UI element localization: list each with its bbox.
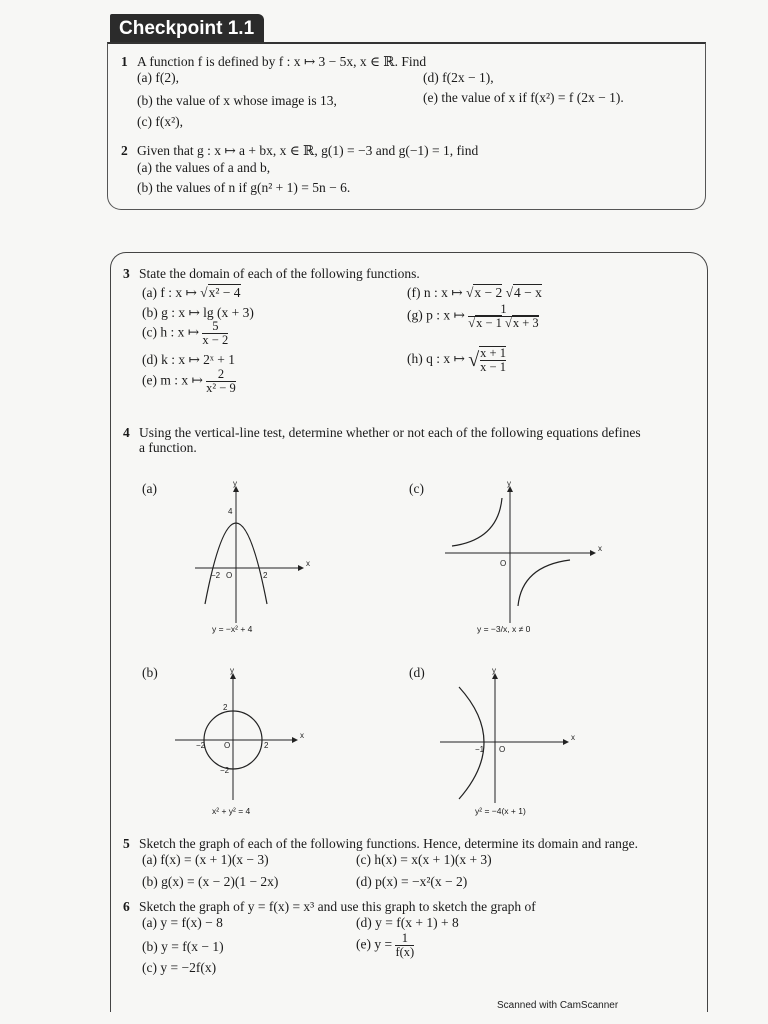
q2-stem: Given that g : x ↦ a + bx, x ∈ ℝ, g(1) = −3 and g(−1) = 1, find [137, 143, 479, 158]
q3-f-radicand-1: x − 2 [474, 285, 503, 300]
q3-number: 3 [123, 266, 130, 281]
graph-b-tick-top: 2 [223, 703, 228, 712]
q4-label-c: (c) [409, 481, 424, 496]
q4-stem-line-1: Using the vertical-line test, determine whether or not each of the following equations defines [139, 425, 641, 440]
q3-h-numerator: x + 1 [480, 346, 506, 360]
graph-c-curve-right [518, 560, 570, 606]
graph-a-tick-2: 2 [263, 571, 268, 580]
graph-c-hyperbola [440, 478, 610, 626]
graph-d-sideways-parabola [435, 665, 585, 805]
graph-a-origin: O [226, 571, 233, 580]
graph-d-x-arrow [563, 739, 569, 745]
q3-a-radicand: x² − 4 [208, 285, 241, 300]
q3-g-den-radicand-2: x + 3 [512, 316, 539, 330]
q6-number: 6 [123, 899, 130, 914]
graph-c-origin: O [500, 559, 507, 568]
q3-c-denominator: x − 2 [202, 333, 229, 347]
graph-a-x-arrow [298, 565, 304, 571]
q4-label-d: (d) [409, 665, 425, 680]
graph-b-tick-2: 2 [264, 741, 269, 750]
q6-part-c: (c) y = −2f(x) [142, 960, 217, 975]
graph-b-x-arrow [292, 737, 298, 743]
q3-g-numerator: 1 [500, 302, 507, 316]
q2-part-b: (b) the values of n if g(n² + 1) = 5n − 6. [137, 180, 351, 195]
graph-c-curve-left [452, 498, 502, 546]
q3-part-h: (h) q : x ↦ √ $\frac{x + 1}{x - 1}$ [407, 346, 506, 374]
graph-b-tick-bottom: −2 [220, 766, 230, 775]
graph-d-caption: y² = −4(x + 1) [475, 806, 526, 816]
q3-h-fraction [479, 346, 506, 374]
q3-part-a: (a) f : x ↦ √x² − 4 [142, 285, 241, 300]
graph-b-tick-neg2: −2 [196, 741, 206, 750]
q1-part-c: (c) f(x²), [137, 114, 184, 129]
q3-g-den-radicand-1: x − 1 [476, 316, 502, 330]
q1-part-b: (b) the value of x whose image is 13, [137, 93, 337, 108]
q1-part-d: (d) f(2x − 1), [423, 70, 494, 85]
q3-e-fraction [206, 368, 236, 395]
q1-number: 1 [121, 54, 128, 69]
q6-e-prefix: (e) y = [356, 936, 396, 952]
graph-a-tick-4: 4 [228, 507, 233, 516]
q3-h-denominator: x − 1 [480, 360, 506, 374]
q2-part-a: (a) the values of a and b, [137, 160, 271, 175]
q3-part-e [142, 368, 236, 395]
graph-a-tick-neg2: −2 [211, 571, 221, 580]
q3-f-radicand-2: 4 − x [514, 285, 542, 300]
q6-e-denominator: f(x) [395, 945, 415, 959]
q6-e-numerator: 1 [401, 931, 408, 945]
q3-g-fraction: $\frac{1}{√x - 1 √x + 3}$ [468, 302, 539, 330]
q6-part-b: (b) y = f(x − 1) [142, 939, 224, 954]
graph-d-curve [459, 687, 484, 799]
graph-d-y-label: y [492, 666, 496, 675]
graph-d-origin: O [499, 745, 506, 754]
q3-h-prefix: (h) q : x ↦ [407, 351, 469, 367]
q3-e-denominator: x² − 9 [206, 381, 236, 395]
q3-f-prefix: (f) n : x ↦ [407, 285, 466, 300]
q3-part-f: (f) n : x ↦ √x − 2 √4 − x [407, 285, 542, 300]
graph-a-x-label: x [306, 559, 310, 568]
q3-part-c [142, 320, 228, 347]
graph-a-parabola [190, 478, 310, 628]
q3-e-prefix: (e) m : x ↦ [142, 372, 207, 388]
q3-c-numerator: 5 [212, 319, 219, 333]
graph-b-y-label: y [230, 666, 234, 675]
q1-part-e: (e) the value of x if f(x²) = f (2x − 1). [423, 90, 624, 105]
q2-number: 2 [121, 143, 128, 158]
q6-e-fraction [395, 932, 414, 959]
graph-c-caption: y = −3/x, x ≠ 0 [477, 624, 531, 634]
scanner-watermark: Scanned with CamScanner [497, 1000, 619, 1011]
q5-part-a: (a) f(x) = (x + 1)(x − 3) [142, 852, 269, 867]
q3-c-fraction [202, 320, 228, 347]
graph-a-y-label: y [233, 479, 237, 488]
checkpoint-title: Checkpoint 1.1 [110, 14, 264, 44]
q3-stem: State the domain of each of the following functions. [139, 266, 420, 281]
graph-d-tick-neg1: −1 [475, 745, 485, 754]
q3-part-b: (b) g : x ↦ lg (x + 3) [142, 305, 254, 320]
q3-part-g [407, 303, 539, 330]
q5-part-c: (c) h(x) = x(x + 1)(x + 3) [356, 852, 492, 867]
graph-d-x-label: x [571, 733, 575, 742]
q1-stem: A function f is defined by f : x ↦ 3 − 5x, x ∈ ℝ. Find [137, 54, 427, 69]
q5-part-d: (d) p(x) = −x²(x − 2) [356, 874, 468, 889]
q3-e-numerator: 2 [217, 367, 225, 381]
graph-b-origin: O [224, 741, 231, 750]
graph-b-circle [170, 665, 310, 805]
q6-stem: Sketch the graph of y = f(x) = x³ and use this graph to sketch the graph of [139, 899, 536, 914]
graph-c-y-label: y [507, 479, 511, 488]
q4-stem-line-2: a function. [139, 440, 197, 455]
q3-a-prefix: (a) f : x ↦ [142, 285, 201, 300]
q6-part-a: (a) y = f(x) − 8 [142, 915, 223, 930]
q4-label-b: (b) [142, 665, 158, 680]
graph-c-x-arrow [590, 550, 596, 556]
graph-b-caption: x² + y² = 4 [212, 806, 251, 816]
q3-g-prefix: (g) p : x ↦ [407, 307, 469, 323]
q4-label-a: (a) [142, 481, 157, 496]
q5-stem: Sketch the graph of each of the following functions. Hence, determine its domain and range. [139, 836, 638, 851]
graph-c-x-label: x [598, 544, 602, 553]
q5-part-b: (b) g(x) = (x − 2)(1 − 2x) [142, 874, 279, 889]
graph-a-caption: y = −x² + 4 [212, 624, 253, 634]
q6-part-d: (d) y = f(x + 1) + 8 [356, 915, 459, 930]
q1-part-a: (a) f(2), [137, 70, 179, 85]
q3-c-prefix: (c) h : x ↦ [142, 324, 203, 340]
q6-part-e [356, 932, 414, 959]
q4-number: 4 [123, 425, 130, 440]
graph-b-x-label: x [300, 731, 304, 740]
q5-number: 5 [123, 836, 130, 851]
q3-part-d: (d) k : x ↦ 2ˣ + 1 [142, 352, 235, 367]
